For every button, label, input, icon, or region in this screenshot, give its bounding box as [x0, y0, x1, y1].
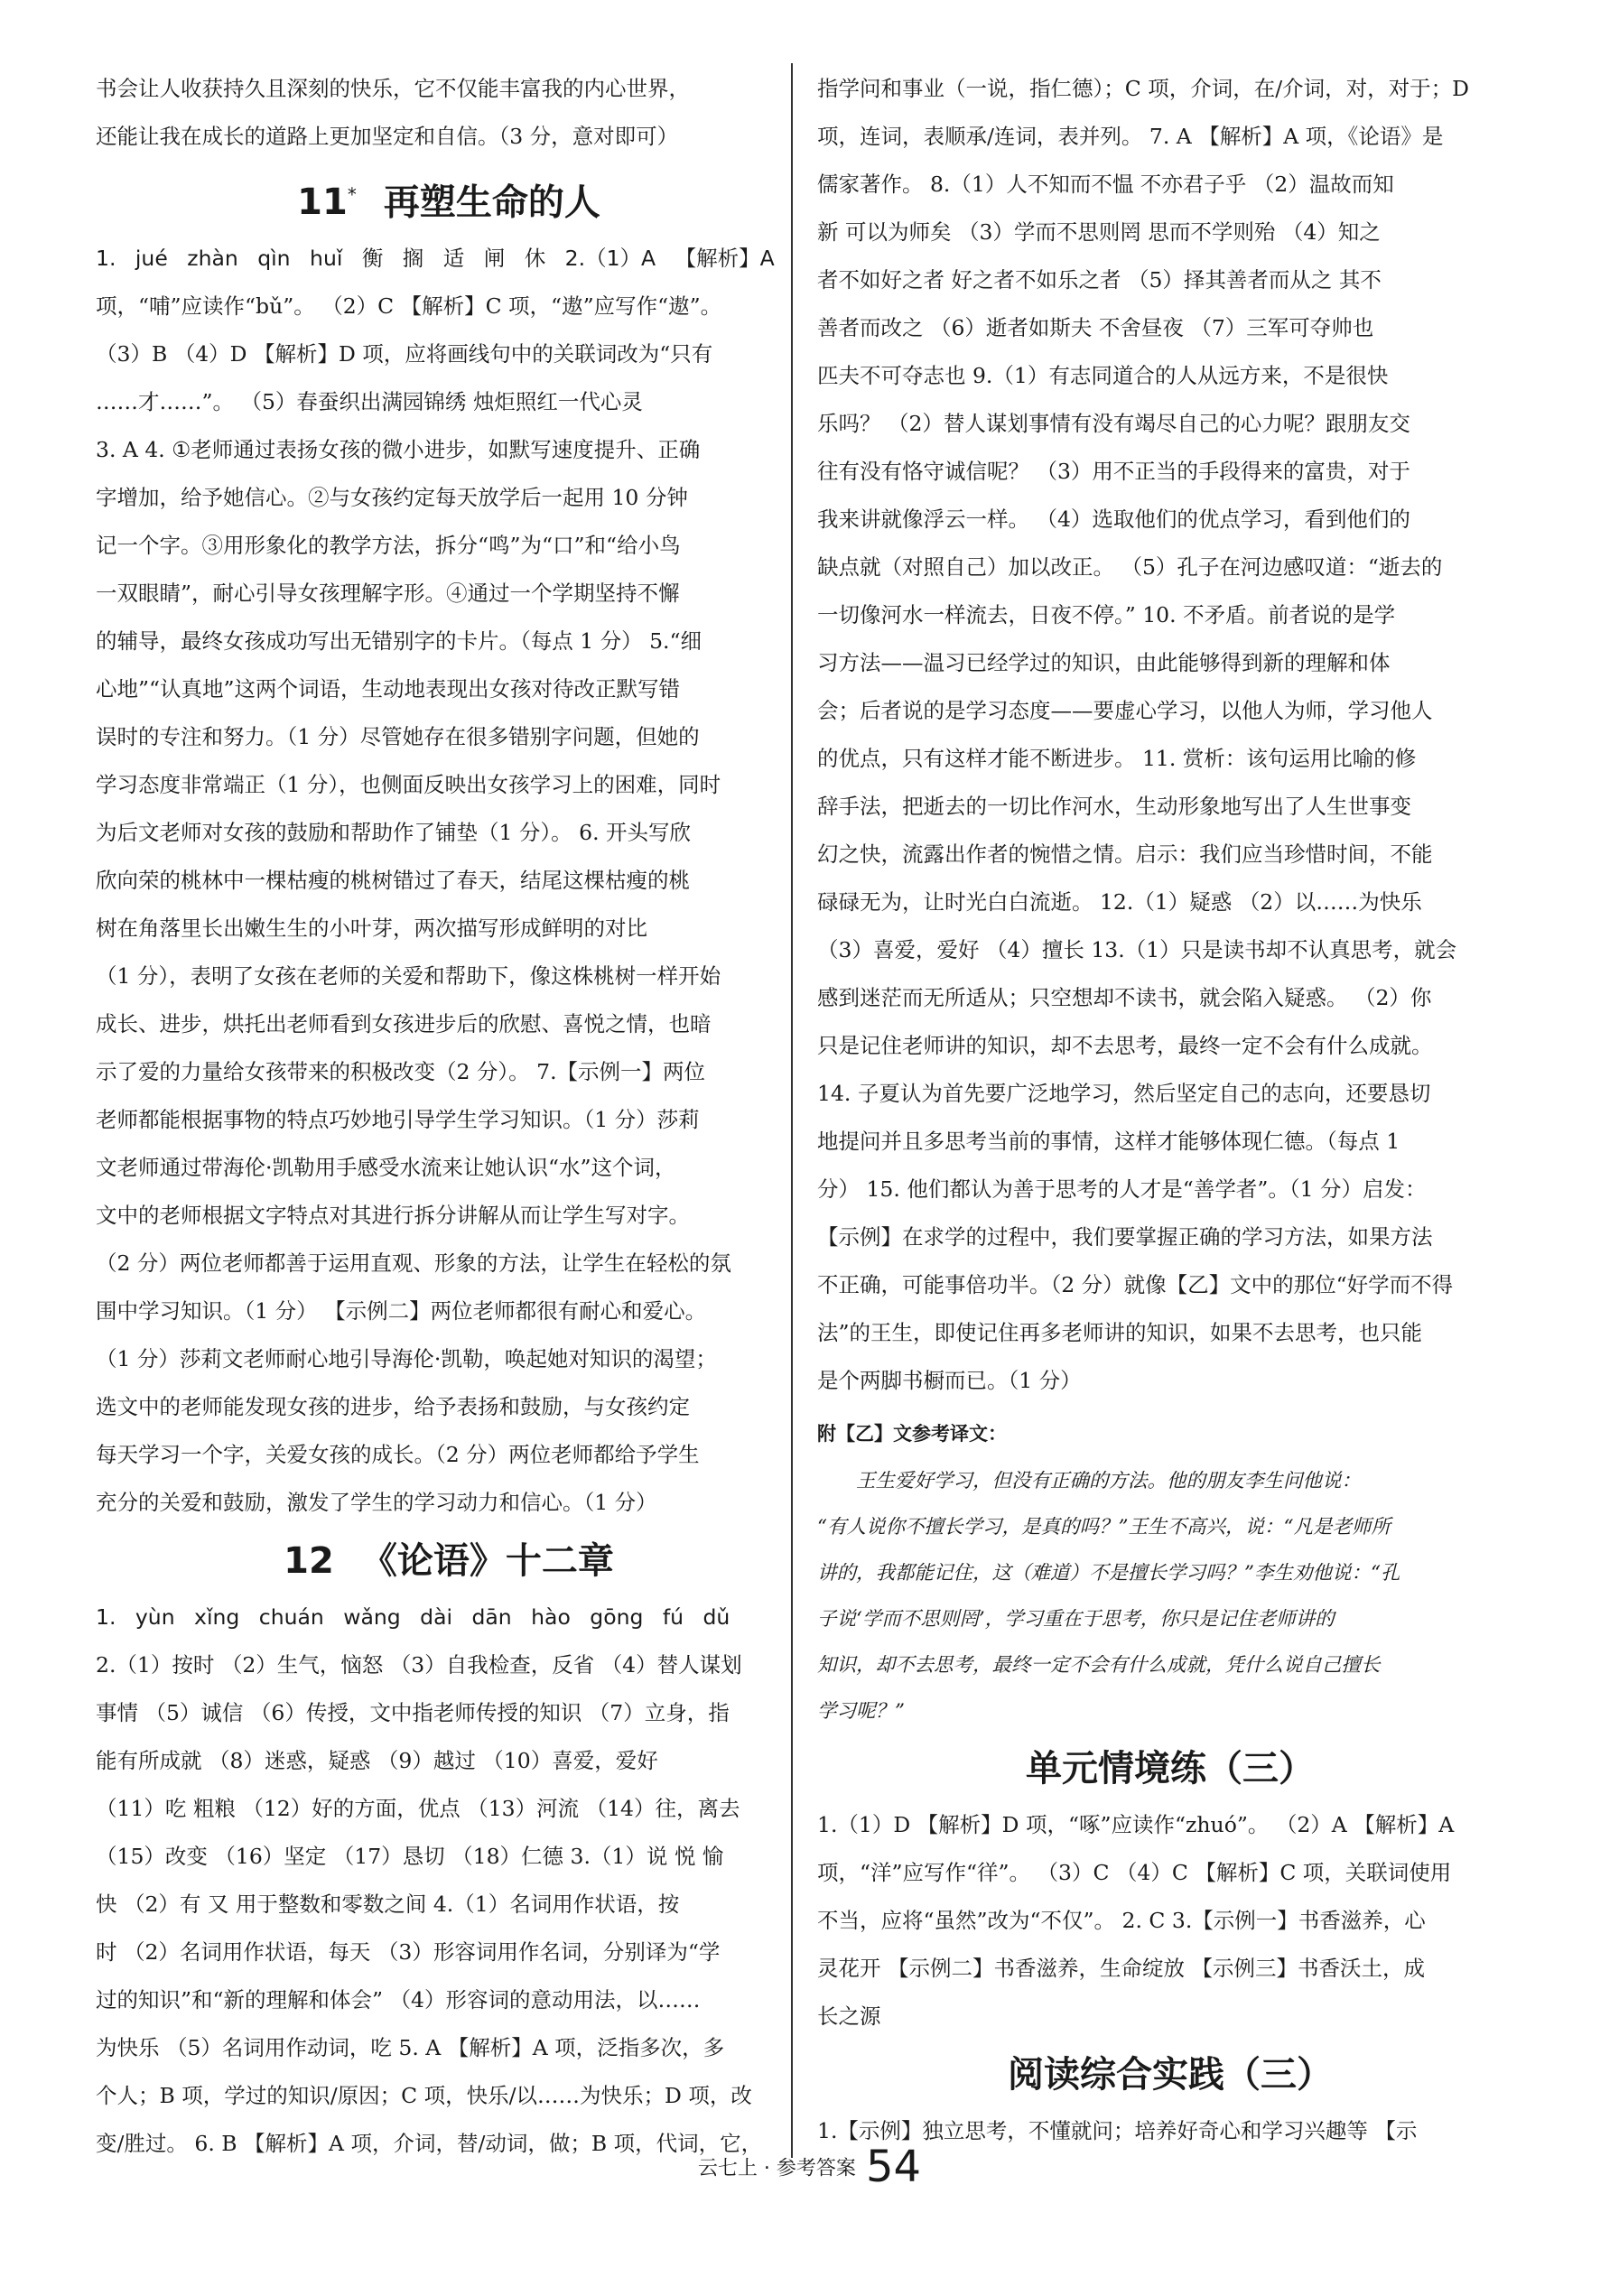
- text-line: 快 （2）有 又 用于整数和零数之间 4.（1）名词用作状语，按: [96, 1892, 680, 1918]
- text-line: 还能让我在成长的道路上更加坚定和自信。（3 分，意对即可）: [96, 124, 679, 149]
- text-line: 误时的专注和努力。（1 分）尽管她存在很多错别字问题，但她的: [96, 724, 700, 750]
- translation-heading: 附【乙】文参考译文：: [817, 1423, 1007, 1445]
- text-line: （1 分），表明了女孩在老师的关爱和帮助下，像这株桃树一样开始: [96, 963, 721, 990]
- text-line: 项，“洋”应写作“徉”。 （3）C （4）C 【解析】C 项，关联词使用: [817, 1860, 1452, 1885]
- text-line: 指学问和事业（一说，指仁德）；C 项，介词，在/介词，对，对于；D: [817, 76, 1469, 101]
- text-line: 一双眼睛”，耐心引导女孩理解字形。④通过一个学期坚持不懈: [96, 581, 680, 607]
- text-line: 长之源: [817, 2003, 881, 2029]
- text-line: 匹夫不可夺志也 9.（1）有志同道合的人从远方来，不是很快: [817, 363, 1389, 388]
- section-11-answers: [96, 283, 802, 1527]
- section-12-title: 12 《论语》十二章: [284, 1540, 614, 1583]
- text-line: 会；后者说的是学习态度——要虚心学习，以他人为师，学习他人: [817, 698, 1433, 723]
- intro-text: [96, 65, 802, 161]
- text-line: 过的知识”和“新的理解和体会” （4）形容词的意动用法，以……: [96, 1987, 701, 2013]
- translation-line: 学习呢？”: [817, 1700, 905, 1723]
- text-line: 不正确，可能事倍功半。（2 分）就像【乙】文中的那位“好学而不得: [817, 1272, 1454, 1297]
- text-line: 灵花开 【示例二】书香滋养，生命绽放 【示例三】书香沃土，成: [817, 1956, 1425, 1981]
- text-line: 学习态度非常端正（1 分），也侧面反映出女孩学习上的困难，同时: [96, 772, 721, 798]
- text-line: 14. 子夏认为首先要广泛地学习，然后坚定自己的志向，还要恳切: [817, 1081, 1431, 1106]
- text-line: 项，连词，表顺承/连词，表并列。 7. A 【解析】A 项，《论语》是: [817, 124, 1444, 149]
- text-line: （2 分）两位老师都善于运用直观、形象的方法，让学生在轻松的氛: [96, 1250, 731, 1277]
- text-line: （3）B （4）D 【解析】D 项，应将画线句中的关联词改为“只有: [96, 341, 713, 367]
- text-line: 树在角落里长出嫩生生的小叶芽，两次描写形成鲜明的对比: [96, 916, 647, 942]
- text-line: （3）喜爱，爱好 （4）擅长 13.（1）只是读书却不认真思考，就会: [817, 937, 1457, 962]
- text-line: 乐吗？ （2）替人谋划事情有没有竭尽自己的心力呢？跟朋友交: [817, 411, 1410, 436]
- text-line: 能有所成就 （8）迷惑，疑惑 （9）越过 （10）喜爱，爱好: [96, 1748, 658, 1774]
- text-line: 是个两脚书橱而已。（1 分）: [817, 1368, 1082, 1393]
- text-line: 3. A 4. ①老师通过表扬女孩的微小进步，如默写速度提升、正确: [96, 437, 701, 463]
- text-line: ……才……”。 （5）春蚕织出满园锦绣 烛炬照红一代心灵: [96, 389, 643, 415]
- text-line: 缺点就（对照自己）加以改正。 （5）孔子在河边感叹道：“逝去的: [817, 554, 1443, 580]
- text-line: 充分的关爱和鼓励，激发了学生的学习动力和信心。（1 分）: [96, 1490, 657, 1516]
- text-line: 记一个字。③用形象化的教学方法，拆分“鸣”为“口”和“给小鸟: [96, 533, 681, 559]
- text-line: （11）吃 粗粮 （12）好的方面，优点 （13）河流 （14）往，离去: [96, 1796, 740, 1822]
- text-line: 的优点，只有这样才能不断进步。 11. 赏析：该句运用比喻的修: [817, 746, 1417, 771]
- right-column: [817, 65, 1523, 2155]
- text-line: 个人；B 项，学过的知识/原因；C 项，快乐/以……为快乐；D 项，改: [96, 2083, 752, 2109]
- text-line: 习方法——温习已经学过的知识，由此能够得到新的理解和体: [817, 650, 1391, 675]
- translation-line: “有人说你不擅长学习，是真的吗？”王生不高兴，说：“凡是老师所: [817, 1516, 1391, 1538]
- text-line: 地提问并且多思考当前的事情，这样才能够体现仁德。（每点 1: [817, 1129, 1400, 1154]
- text-line: 1.（1）D 【解析】D 项，“啄”应读作“zhuó”。 （2）A 【解析】A: [817, 1812, 1455, 1837]
- text-line: 书会让人收获持久且深刻的快乐，它不仅能丰富我的内心世界，: [96, 76, 690, 101]
- text-line: 只是记住老师讲的知识，却不去思考，最终一定不会有什么成就。: [817, 1033, 1433, 1058]
- section-12-answers-continued: [817, 65, 1523, 1405]
- text-line: 项，“哺”应读作“bǔ”。 （2）C 【解析】C 项，“遨”应写作“遨”。: [96, 293, 722, 320]
- section-11-title: 11* 再塑生命的人: [297, 181, 600, 224]
- text-line: 【示例】在求学的过程中，我们要掌握正确的学习方法，如果方法: [817, 1224, 1433, 1250]
- section-12-pinyin: 1. yùn xǐng chuán wǎng dài dān hào gōng fú dǔ: [96, 1604, 730, 1631]
- text-line: 时 （2）名词用作状语，每天 （3）形容词用作名词，分别译为“学: [96, 1939, 721, 1966]
- text-line: 围中学习知识。（1 分） 【示例二】两位老师都很有耐心和爱心。: [96, 1298, 707, 1325]
- left-column: [96, 65, 802, 2168]
- translation-line: 子说‘学而不思则罔’，学习重在于思考，你只是记住老师讲的: [817, 1608, 1335, 1631]
- text-line: 碌碌无为，让时光白白流逝。 12.（1）疑惑 （2）以……为快乐: [817, 889, 1422, 915]
- text-line: 善者而改之 （6）逝者如斯夫 不舍昼夜 （7）三军可夺帅也: [817, 315, 1374, 340]
- text-line: 感到迷茫而无所适从；只空想却不读书，就会陷入疑惑。 （2）你: [817, 985, 1432, 1010]
- text-line: 每天学习一个字，关爱女孩的成长。（2 分）两位老师都给予学生: [96, 1442, 700, 1468]
- text-line: 为快乐 （5）名词用作动词，吃 5. A 【解析】A 项，泛指多次，多: [96, 2035, 725, 2061]
- text-line: （15）改变 （16）坚定 （17）恳切 （18）仁德 3.（1）说 悦 愉: [96, 1844, 724, 1870]
- text-line: 字增加，给予她信心。②与女孩约定每天放学后一起用 10 分钟: [96, 485, 688, 511]
- text-line: 1.【示例】独立思考，不懂就问；培养好奇心和学习兴趣等 【示: [817, 2118, 1418, 2143]
- text-line: 辞手法，把逝去的一切比作河水，生动形象地写出了人生世事变: [817, 794, 1411, 819]
- unit-practice-title: 单元情境练（三）: [1026, 1748, 1315, 1789]
- text-line: 法”的王生，即使记住再多老师讲的知识，如果不去思考，也只能: [817, 1320, 1423, 1345]
- unit-practice-answers: [817, 1801, 1523, 2040]
- text-line: 事情 （5）诚信 （6）传授，文中指老师传授的知识 （7）立身，指: [96, 1700, 730, 1726]
- text-line: 者不如好之者 好之者不如乐之者 （5）择其善者而从之 其不: [817, 267, 1382, 293]
- text-line: 儒家著作。 8.（1）人不知而不愠 不亦君子乎 （2）温故而知: [817, 172, 1394, 197]
- page-number: 54: [866, 2142, 922, 2192]
- text-line: 为后文老师对女孩的鼓励和帮助作了铺垫（1 分）。 6. 开头写欣: [96, 820, 692, 846]
- footer-label: 云七上 · 参考答案: [697, 2157, 856, 2180]
- translation-line: 王生爱好学习，但没有正确的方法。他的朋友李生问他说：: [856, 1470, 1362, 1492]
- text-line: 心地”“认真地”这两个词语，生动地表现出女孩对待改正默写错: [96, 676, 681, 702]
- text-line: 不当，应将“虽然”改为“不仅”。 2. C 3.【示例一】书香滋养，心: [817, 1908, 1426, 1933]
- text-line: 示了爱的力量给女孩带来的积极改变（2 分）。 7.【示例一】两位: [96, 1059, 706, 1085]
- reading-practice-title: 阅读综合实践（三）: [1008, 2054, 1333, 2096]
- section-11-pinyin: 1. jué zhàn qìn huǐ 衡 搁 适 闸 休 2.（1）A 【解析】A: [96, 246, 775, 272]
- translation-line: 知识，却不去思考，最终一定不会有什么成就，凭什么说自己擅长: [817, 1654, 1381, 1677]
- text-line: 成长、进步，烘托出老师看到女孩进步后的欣慰、喜悦之情，也暗: [96, 1011, 712, 1037]
- text-line: 文老师通过带海伦·凯勒用手感受水流来让她认识“水”这个词，: [96, 1155, 676, 1181]
- text-line: （1 分）莎莉文老师耐心地引导海伦·凯勒，唤起她对知识的渴望；: [96, 1346, 717, 1372]
- text-line: 欣向荣的桃林中一棵枯瘦的桃树错过了春天，结尾这棵枯瘦的桃: [96, 868, 690, 894]
- translation-line: 讲的，我都能记住，这（难道）不是擅长学习吗？”李生劝他说：“孔: [817, 1562, 1400, 1585]
- text-line: 选文中的老师能发现女孩的进步，给予表扬和鼓励，与女孩约定: [96, 1394, 690, 1420]
- section-12-answers: [96, 1641, 802, 2168]
- text-line: 分） 15. 他们都认为善于思考的人才是“善学者”。（1 分）启发：: [817, 1176, 1427, 1202]
- text-line: 文中的老师根据文字特点对其进行拆分讲解从而让学生写对字。: [96, 1203, 690, 1229]
- text-line: 老师都能根据事物的特点巧妙地引导学生学习知识。（1 分）莎莉: [96, 1107, 700, 1133]
- text-line: 变/胜过。 6. B 【解析】A 项，介词，替/动词，做；B 项，代词，它，: [96, 2131, 763, 2157]
- text-line: 往有没有恪守诚信呢？ （3）用不正当的手段得来的富贵，对于: [817, 459, 1410, 484]
- text-line: 新 可以为师矣 （3）学而不思则罔 思而不学则殆 （4）知之: [817, 219, 1381, 245]
- text-line: 的辅导，最终女孩成功写出无错别字的卡片。（每点 1 分） 5.“细: [96, 628, 702, 655]
- translation-text: [817, 1458, 1523, 1734]
- text-line: 我来讲就像浮云一样。 （4）选取他们的优点学习，看到他们的: [817, 507, 1410, 532]
- page-footer: [0, 2142, 1619, 2192]
- text-line: 幻之快，流露出作者的惋惜之情。启示：我们应当珍惜时间，不能: [817, 841, 1433, 867]
- text-line: 一切像河水一样流去，日夜不停。” 10. 不矛盾。前者说的是学: [817, 602, 1396, 627]
- text-line: 2.（1）按时 （2）生气，恼怒 （3）自我检查，反省 （4）替人谋划: [96, 1652, 742, 1678]
